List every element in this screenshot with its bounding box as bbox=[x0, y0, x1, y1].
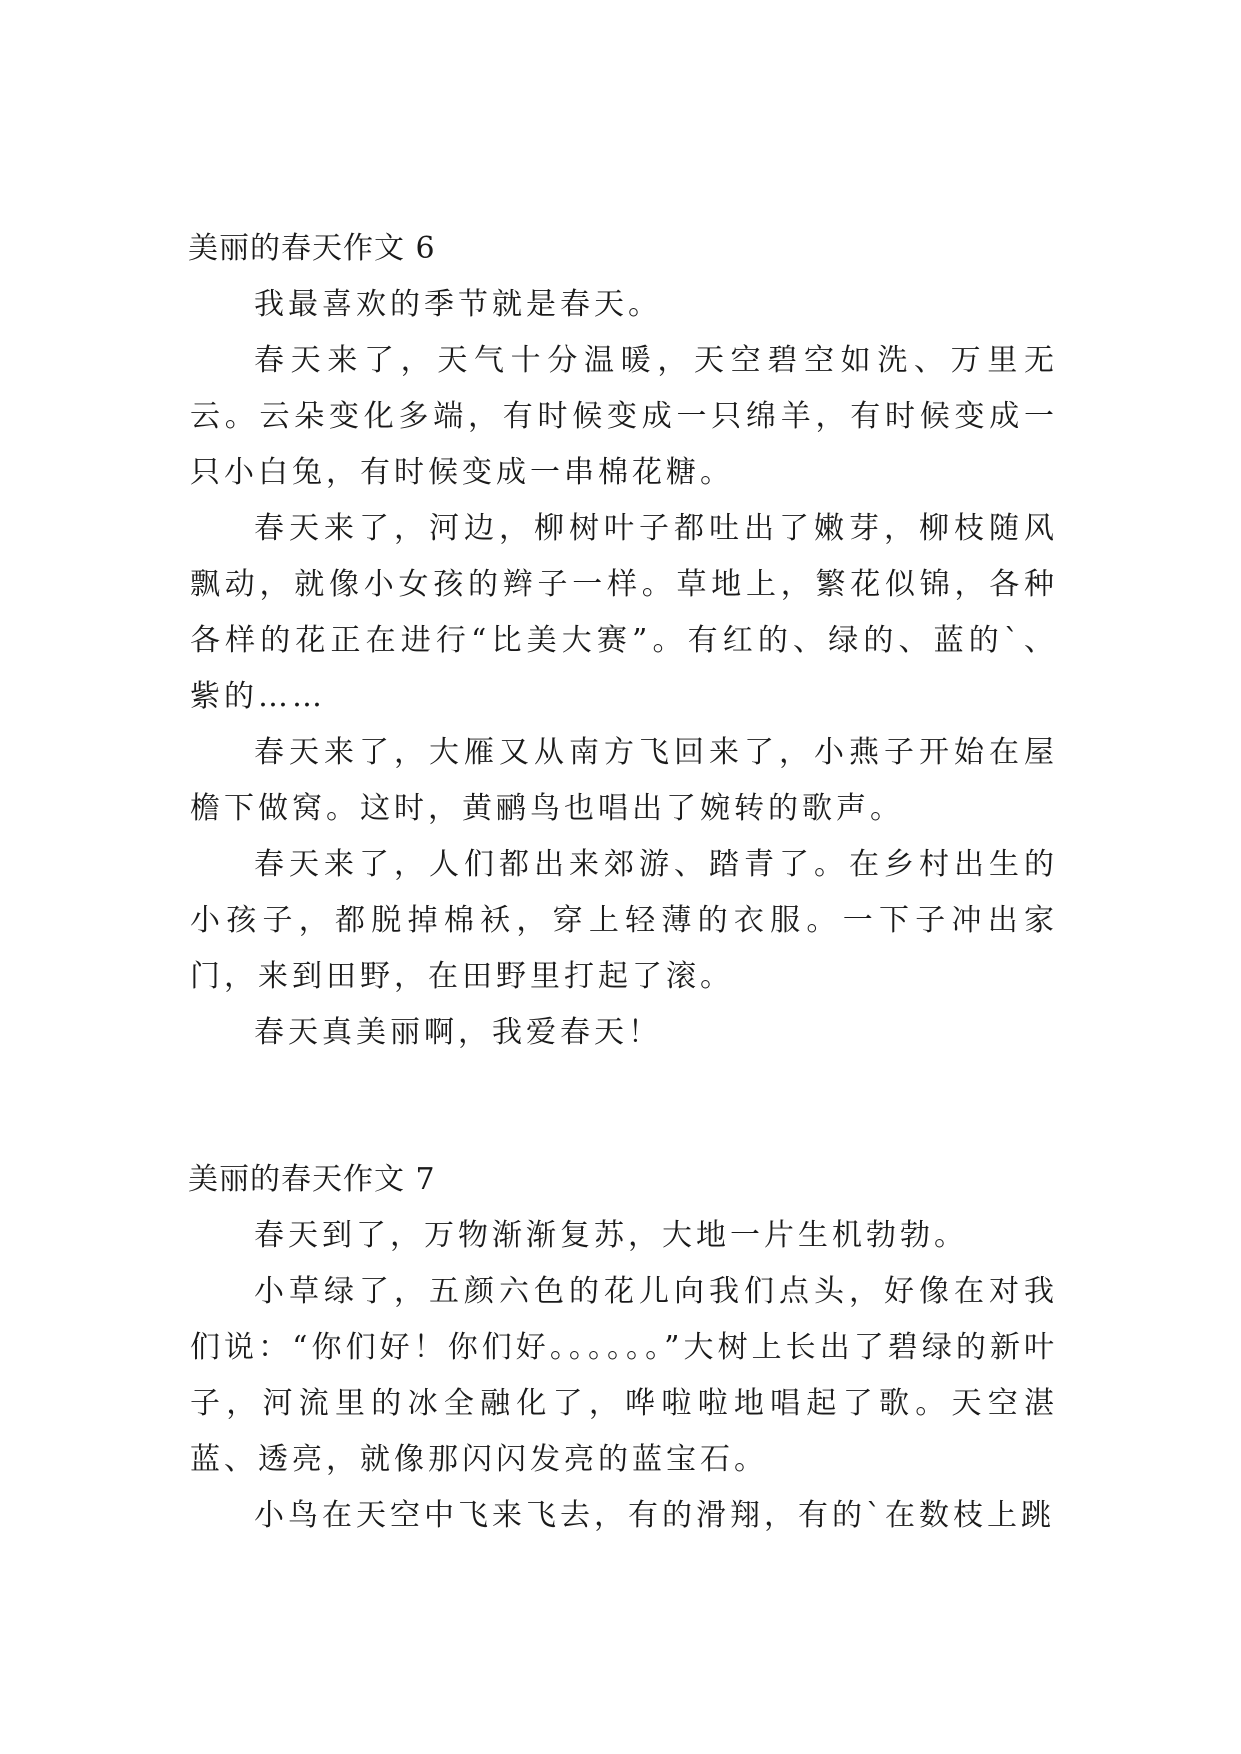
essay-section bbox=[190, 221, 1058, 1061]
paragraph: 小草绿了，五颜六色的花儿向我们点头，好像在对我们说：“你们好！你们好。。。。。。”大树上长出了碧绿的新叶子，河流里的冰全融化了，哗啦啦地唱起了歌。天空湛蓝、透亮，就像那闪闪发亮的蓝宝石。 bbox=[190, 1274, 1058, 1477]
paragraph: 春天来了，人们都出来郊游、踏青了。在乡村出生的小孩子，都脱掉棉袄，穿上轻薄的衣服。一下子冲出家门，来到田野，在田野里打起了滚。 bbox=[190, 847, 1058, 994]
essay-title: 美丽的春天作文 7 bbox=[188, 1162, 436, 1197]
paragraph: 小鸟在天空中飞来飞去，有的滑翔，有的`在数枝上跳 bbox=[254, 1498, 1055, 1533]
essay-section bbox=[190, 1152, 1058, 1544]
paragraph: 我最喜欢的季节就是春天。 bbox=[254, 287, 662, 322]
paragraph: 春天来了，天气十分温暖，天空碧空如洗、万里无云。云朵变化多端，有时候变成一只绵羊，有时候变成一只小白兔，有时候变成一串棉花糖。 bbox=[190, 343, 1058, 490]
essay-title: 美丽的春天作文 6 bbox=[188, 231, 436, 266]
paragraph: 春天到了，万物渐渐复苏，大地一片生机勃勃。 bbox=[254, 1218, 968, 1253]
paragraph: 春天真美丽啊，我爱春天！ bbox=[254, 1015, 662, 1050]
paragraph: 春天来了，大雁又从南方飞回来了，小燕子开始在屋檐下做窝。这时，黄鹂鸟也唱出了婉转的歌声。 bbox=[190, 735, 1058, 826]
paragraph: 春天来了，河边，柳树叶子都吐出了嫩芽，柳枝随风飘动，就像小女孩的辫子一样。草地上，繁花似锦，各种各样的花正在进行“比美大赛”。有红的、绿的、蓝的`、紫的…… bbox=[190, 511, 1058, 714]
